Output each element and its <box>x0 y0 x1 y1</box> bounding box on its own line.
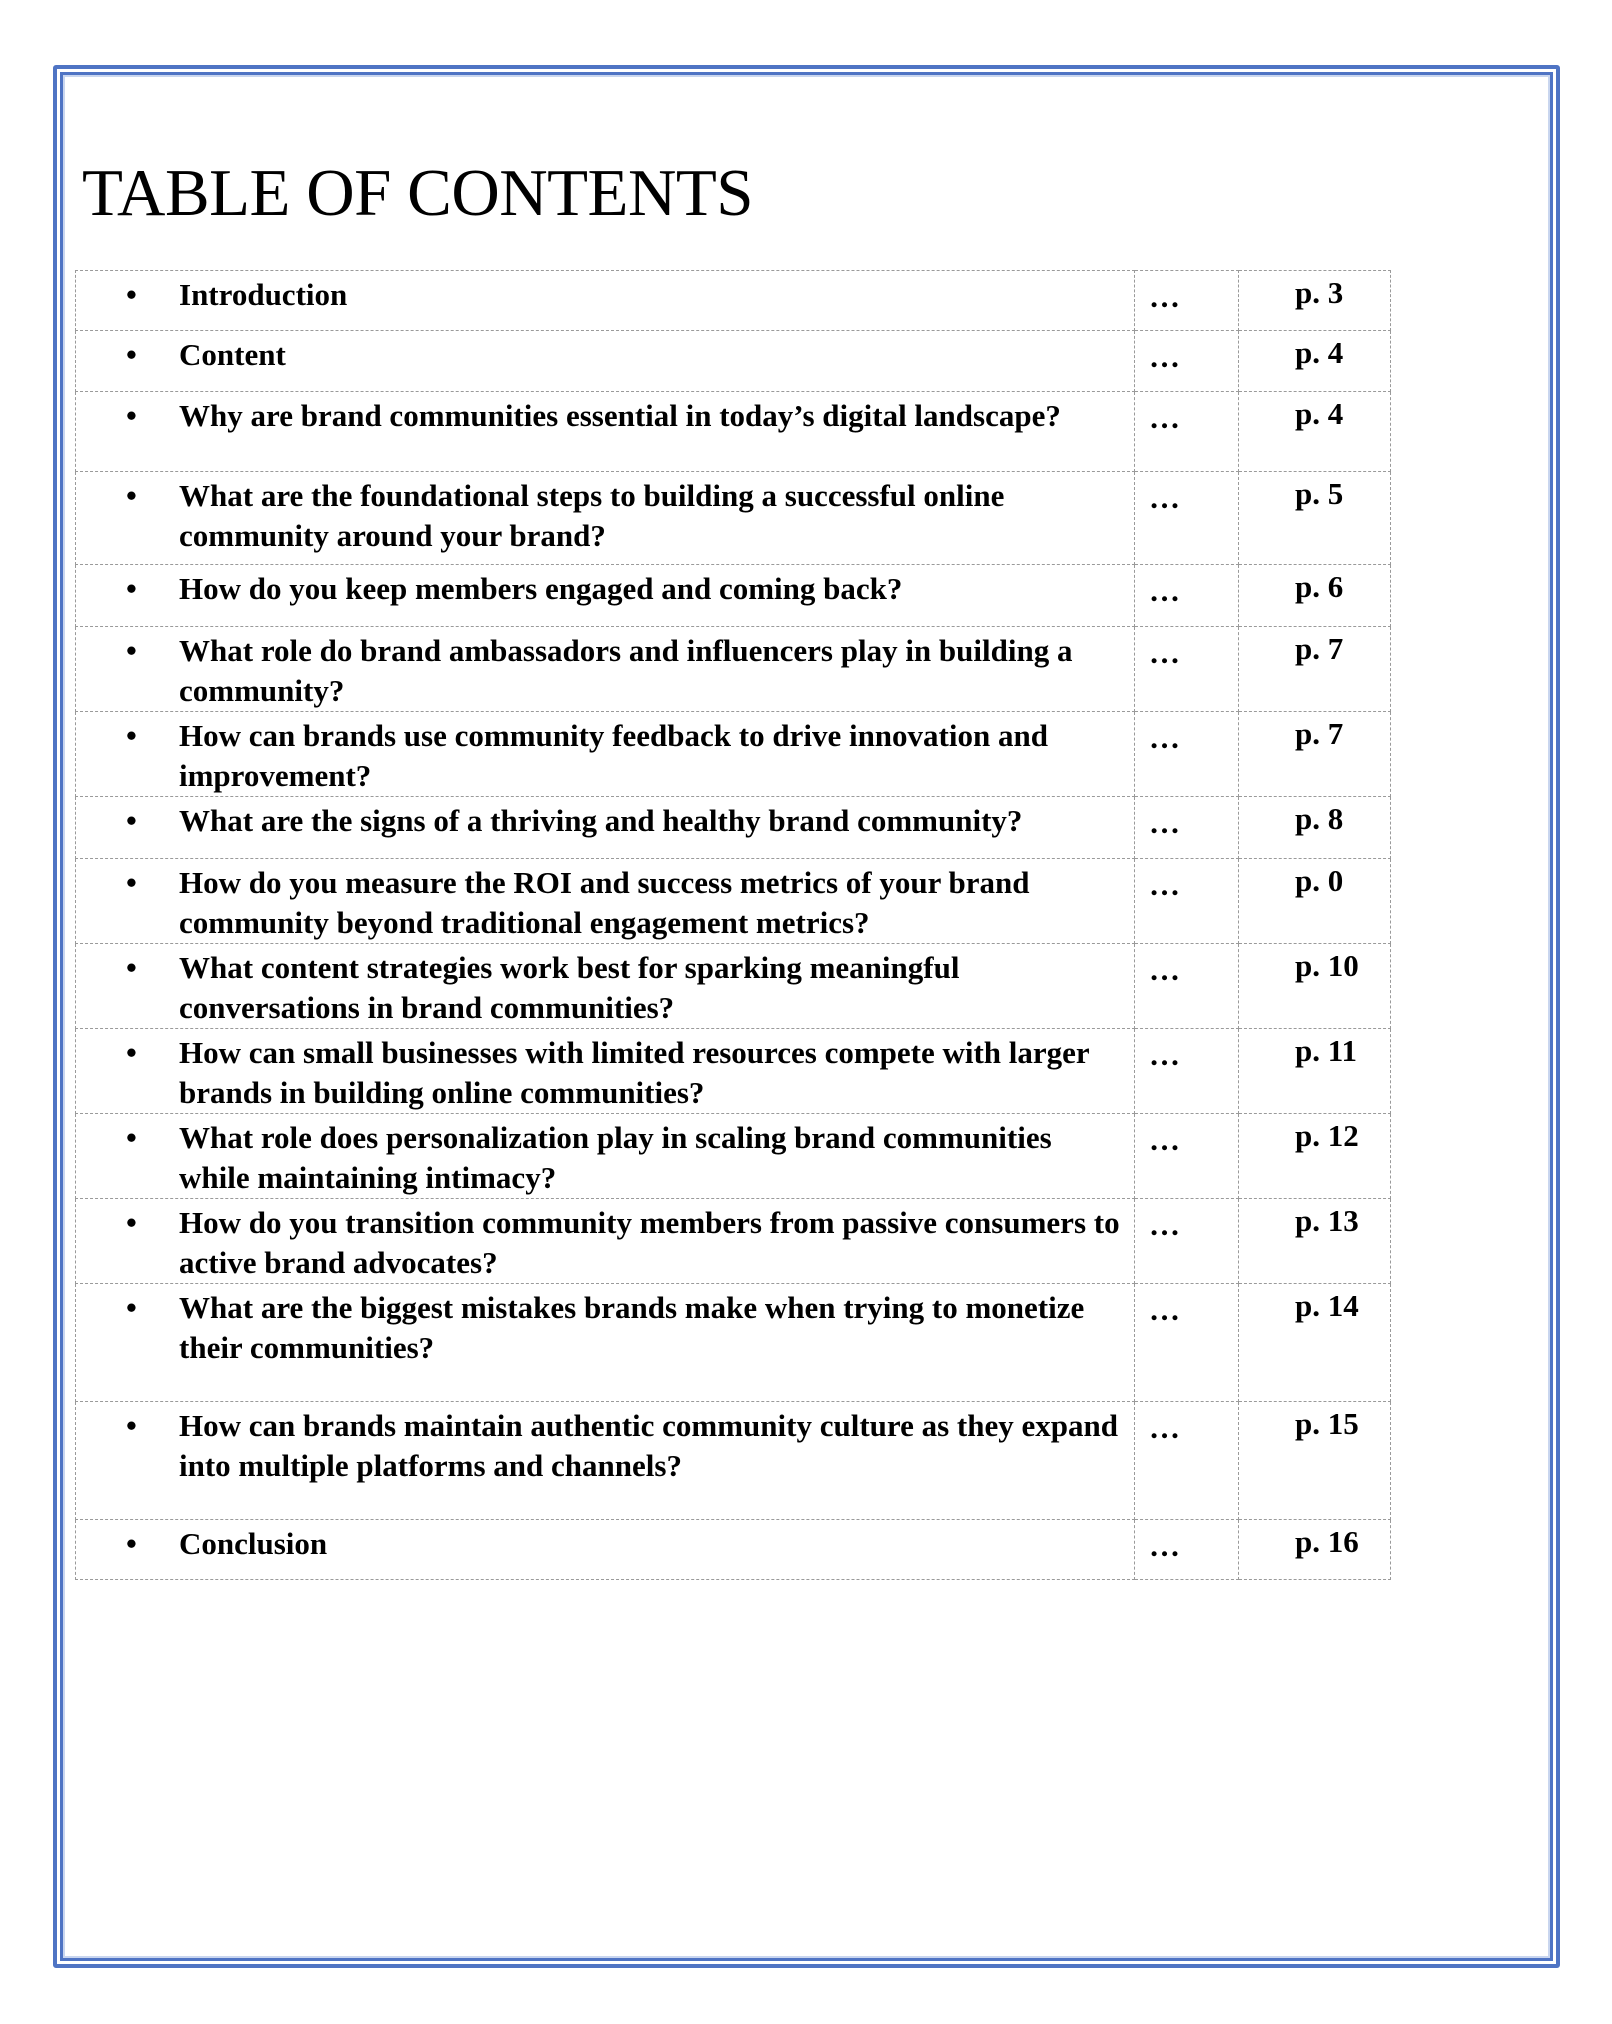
toc-leader: … <box>1135 797 1239 859</box>
page-title: TABLE OF CONTENTS <box>82 156 754 230</box>
toc-leader: … <box>1135 565 1239 627</box>
toc-leader: … <box>1135 1284 1239 1402</box>
toc-row[interactable] <box>76 331 1391 392</box>
toc-entry[interactable] <box>76 392 1135 472</box>
toc-leader: … <box>1135 1402 1239 1520</box>
toc-row[interactable] <box>76 1284 1391 1402</box>
bullet-icon: • <box>126 1290 137 1325</box>
toc-row[interactable] <box>76 859 1391 944</box>
toc-page-number: p. 3 <box>1239 271 1391 331</box>
bullet-icon: • <box>126 1526 137 1561</box>
toc-entry[interactable] <box>76 627 1135 712</box>
toc-entry-label[interactable]: How do you transition community members from passive consumers to active brand advocates? <box>179 1205 1120 1280</box>
toc-entry-label[interactable]: What content strategies work best for sparking meaningful conversations in brand communities? <box>179 950 960 1025</box>
toc-page-number: p. 7 <box>1239 712 1391 797</box>
toc-page-number: p. 10 <box>1239 944 1391 1029</box>
bullet-icon: • <box>126 950 137 985</box>
toc-page-number: p. 4 <box>1239 392 1391 472</box>
toc-entry-label[interactable]: Introduction <box>179 277 348 312</box>
toc-entry[interactable] <box>76 1029 1135 1114</box>
toc-entry[interactable] <box>76 1402 1135 1520</box>
toc-entry-label[interactable]: What are the biggest mistakes brands make when trying to monetize their communities? <box>179 1290 1085 1365</box>
toc-page-number: p. 16 <box>1239 1520 1391 1580</box>
bullet-icon: • <box>126 337 137 372</box>
toc-page-number: p. 15 <box>1239 1402 1391 1520</box>
toc-leader: … <box>1135 392 1239 472</box>
toc-entry-label[interactable]: What role do brand ambassadors and influencers play in building a community? <box>179 633 1073 708</box>
toc-entry[interactable] <box>76 1114 1135 1199</box>
toc-row[interactable] <box>76 797 1391 859</box>
toc-entry-label[interactable]: Content <box>179 337 286 372</box>
toc-entry-label[interactable]: What are the foundational steps to building a successful online community around your brand? <box>179 478 1005 553</box>
toc-page-number: p. 4 <box>1239 331 1391 392</box>
toc-leader: … <box>1135 944 1239 1029</box>
toc-row[interactable] <box>76 1402 1391 1520</box>
bullet-icon: • <box>126 1120 137 1155</box>
toc-leader: … <box>1135 1114 1239 1199</box>
toc-row[interactable] <box>76 271 1391 331</box>
toc-row[interactable] <box>76 712 1391 797</box>
toc-leader: … <box>1135 859 1239 944</box>
bullet-icon: • <box>126 478 137 513</box>
toc-leader: … <box>1135 1029 1239 1114</box>
bullet-icon: • <box>126 571 137 606</box>
toc-leader: … <box>1135 271 1239 331</box>
toc-row[interactable] <box>76 472 1391 565</box>
toc-row[interactable] <box>76 944 1391 1029</box>
toc-entry[interactable] <box>76 1199 1135 1284</box>
bullet-icon: • <box>126 277 137 312</box>
toc-page-number: p. 5 <box>1239 472 1391 565</box>
toc-page-number: p. 14 <box>1239 1284 1391 1402</box>
toc-row[interactable] <box>76 1199 1391 1284</box>
toc-table <box>75 270 1391 1580</box>
toc-entry[interactable] <box>76 944 1135 1029</box>
toc-entry-label[interactable]: Why are brand communities essential in today’s digital landscape? <box>179 398 1061 433</box>
toc-page-number: p. 6 <box>1239 565 1391 627</box>
toc-entry[interactable] <box>76 859 1135 944</box>
toc-page-number: p. 7 <box>1239 627 1391 712</box>
toc-entry[interactable] <box>76 331 1135 392</box>
bullet-icon: • <box>126 1035 137 1070</box>
toc-entry-label[interactable]: What are the signs of a thriving and healthy brand community? <box>179 803 1023 838</box>
toc-entry[interactable] <box>76 1284 1135 1402</box>
toc-leader: … <box>1135 1520 1239 1580</box>
toc-row[interactable] <box>76 1114 1391 1199</box>
bullet-icon: • <box>126 633 137 668</box>
toc-entry-label[interactable]: How do you measure the ROI and success metrics of your brand community beyond traditional engagement metrics? <box>179 865 1030 940</box>
bullet-icon: • <box>126 1205 137 1240</box>
toc-entry-label[interactable]: How can small businesses with limited resources compete with larger brands in building online communities? <box>179 1035 1090 1110</box>
toc-row[interactable] <box>76 392 1391 472</box>
toc-page-number: p. 13 <box>1239 1199 1391 1284</box>
toc-entry[interactable] <box>76 797 1135 859</box>
toc-page-number: p. 11 <box>1239 1029 1391 1114</box>
toc-entry[interactable] <box>76 565 1135 627</box>
toc-page-number: p. 0 <box>1239 859 1391 944</box>
toc-leader: … <box>1135 712 1239 797</box>
toc-entry[interactable] <box>76 472 1135 565</box>
toc-entry-label[interactable]: Conclusion <box>179 1526 328 1561</box>
toc-leader: … <box>1135 1199 1239 1284</box>
bullet-icon: • <box>126 803 137 838</box>
toc-entry[interactable] <box>76 271 1135 331</box>
bullet-icon: • <box>126 398 137 433</box>
toc-leader: … <box>1135 331 1239 392</box>
toc-page-number: p. 8 <box>1239 797 1391 859</box>
toc-entry-label[interactable]: How can brands maintain authentic community culture as they expand into multiple platforms and channels? <box>179 1408 1118 1483</box>
toc-page-number: p. 12 <box>1239 1114 1391 1199</box>
toc-entry-label[interactable]: What role does personalization play in scaling brand communities while maintaining intimacy? <box>179 1120 1052 1195</box>
bullet-icon: • <box>126 1408 137 1443</box>
toc-entry[interactable] <box>76 1520 1135 1580</box>
toc-row[interactable] <box>76 1029 1391 1114</box>
toc-row[interactable] <box>76 1520 1391 1580</box>
toc-leader: … <box>1135 472 1239 565</box>
toc-row[interactable] <box>76 565 1391 627</box>
toc-entry[interactable] <box>76 712 1135 797</box>
bullet-icon: • <box>126 718 137 753</box>
bullet-icon: • <box>126 865 137 900</box>
toc-leader: … <box>1135 627 1239 712</box>
toc-row[interactable] <box>76 627 1391 712</box>
toc-entry-label[interactable]: How can brands use community feedback to drive innovation and improvement? <box>179 718 1048 793</box>
toc-entry-label[interactable]: How do you keep members engaged and coming back? <box>179 571 903 606</box>
